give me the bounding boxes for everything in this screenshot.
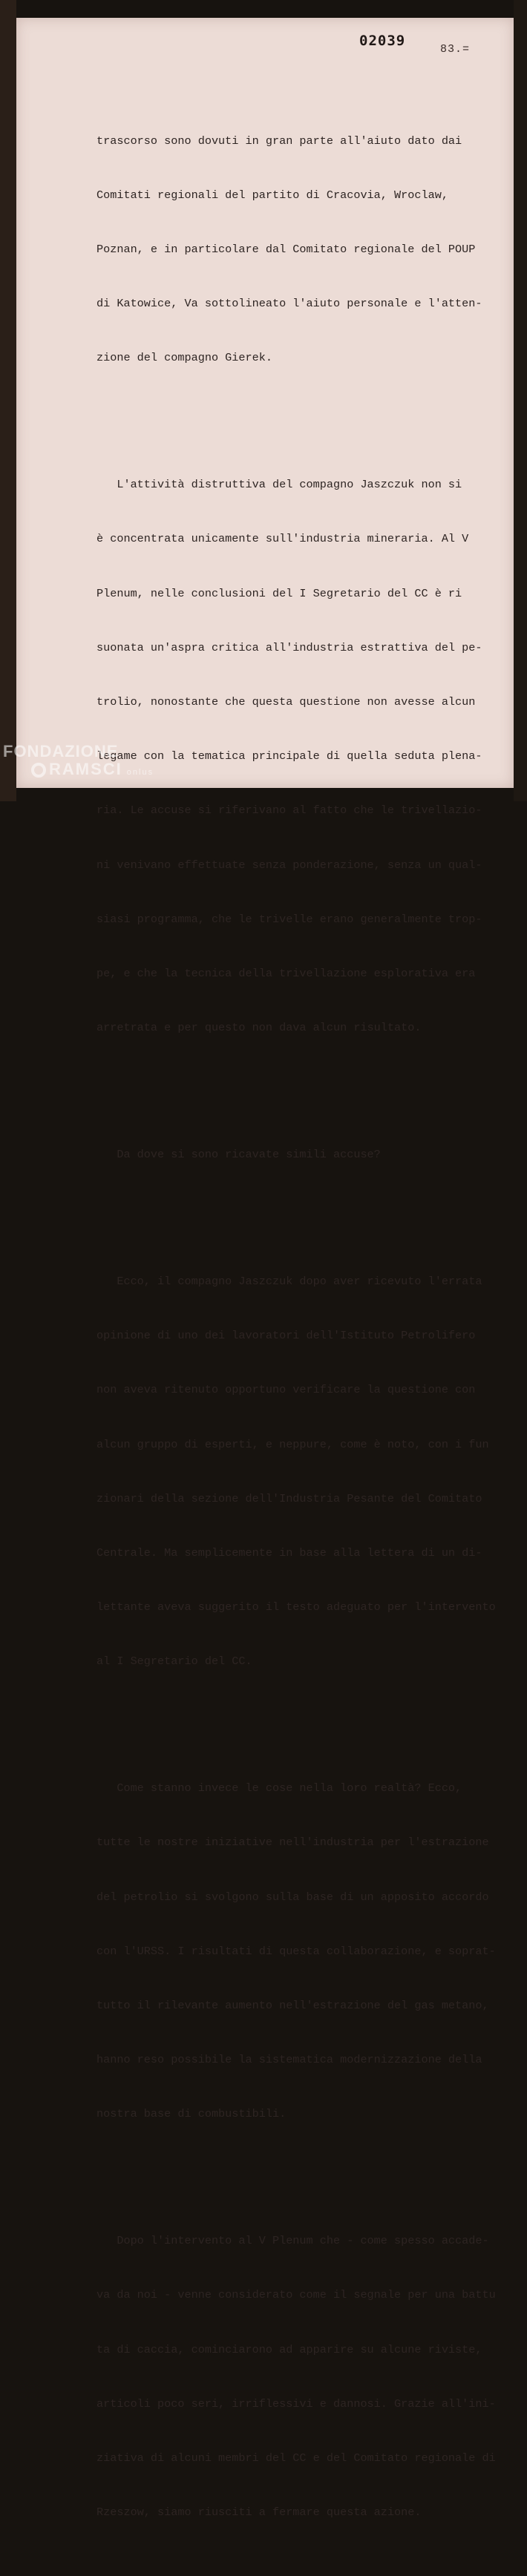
scan-frame-left — [0, 0, 16, 801]
text-line: legame con la tematica principale di quella seduta plena- — [96, 749, 482, 763]
text-line: è concentrata unicamente sull'industria mineraria. Al V — [96, 532, 469, 546]
text-line: Poznan, e in particolare dal Comitato regionale del POUP — [96, 243, 476, 257]
text-line: Dopo l'intervento al V Plenum che - come spesso accade- — [96, 2234, 489, 2248]
text-line: ni venivano effettuate senza ponderazione, senza un qual- — [96, 858, 482, 872]
text-line: zione del compagno Gierek. — [96, 351, 272, 365]
text-line: Plenum, nelle conclusioni del I Segretario del CC è ri — [96, 586, 462, 600]
text-line: Ecco, il compagno Jaszczuk dopo aver ricevuto l'errata — [96, 1274, 482, 1288]
text-line: tutte le nostre iniziative nell'industria per l'estrazione — [96, 1836, 489, 1850]
paragraph — [96, 1236, 496, 1706]
text-line: trolio, nonostante che questa questione non avesse alcun — [96, 695, 476, 709]
watermark-line2-text: RAMSCI — [49, 760, 122, 778]
text-line: tutto il rilevante aumento nell'estrazione del gas metano, — [96, 1999, 489, 2013]
gramsci-g-logo-icon — [31, 763, 46, 778]
text-line: va da noi - venne considerato come il segnale per una battu — [96, 2288, 496, 2302]
watermark-line1: FONDAZIONE — [3, 742, 119, 760]
text-line: opinione di uno dei lavoratori dell'Istituto Petrolifero — [96, 1329, 476, 1343]
text-line: ria. Le accuse si riferivano al fatto che le trivellazio- — [96, 804, 482, 818]
text-line: arretrata e per questo non dava alcun risultato. — [96, 1021, 422, 1035]
text-line: di Katowice, Va sottolineato l'aiuto personale e l'atten- — [96, 297, 482, 311]
text-line: suonata un'aspra critica all'industria estrattiva del pe- — [96, 640, 482, 654]
text-line: zionari della sezione dell'Industria Pesante del Comitato — [96, 1491, 482, 1505]
text-line: lettante aveva suggerito il testo adeguato per l'intervento — [96, 1600, 496, 1614]
text-line: Comitati regionali del partito di Cracovia, Wroclaw, — [96, 188, 448, 202]
paragraph — [96, 1743, 496, 2159]
fondazione-gramsci-watermark — [3, 742, 154, 779]
scan-frame-right — [514, 0, 527, 801]
text-line: Come stanno invece le cose nella loro realtà? Ecco, — [96, 1781, 462, 1795]
text-line: L'attività distruttiva del compagno Jaszczuk non si — [96, 478, 462, 492]
text-line: articoli poco seri, irriflessivi e dannosi. Grazie all'ini- — [96, 2396, 496, 2411]
text-line: alcun gruppo di esperti, e neppure, come è noto, con i fun — [96, 1437, 489, 1451]
text-line: hanno reso possibile la sistematica modernizzazione della — [96, 2053, 482, 2067]
paragraph — [96, 1109, 468, 1200]
text-line: Centrale. Ma semplicemente in base alla lettera di un di- — [96, 1545, 482, 1560]
paragraph — [96, 2195, 496, 2557]
archive-number: 02039 — [359, 33, 406, 49]
text-line: con l'URSS. I risultati di questa collaborazione, e soprat- — [96, 1944, 496, 1958]
text-line: Rzeszow, siamo riusciti a fermare questa azione. — [96, 2506, 422, 2520]
text-line: ta di caccia, cominciarono ad apparire su alcune riviste, — [96, 2342, 482, 2356]
text-line: siasi programma, che le trivelle erano generalmente trop- — [96, 912, 482, 926]
text-line: ziativa di alcuni membri del CC e del Comitato regionale di — [96, 2451, 496, 2465]
paragraph — [96, 96, 482, 404]
text-line: del petrolio si svolgono sulla base di un apposito accordo — [96, 1890, 489, 1904]
typed-body-text — [96, 59, 496, 2576]
text-line: trascorso sono dovuti in gran parte all'aiuto dato dai — [96, 134, 462, 148]
text-line: Da dove si sono ricavate simili accuse? — [96, 1148, 381, 1162]
text-line: al I Segretario del CC. — [96, 1655, 252, 1669]
watermark-line2 — [31, 760, 154, 779]
text-line: non aveva ritenuto opportuno verificare la questione con — [96, 1383, 476, 1397]
text-line: nostra base di combustibili. — [96, 2107, 287, 2121]
page-number: 83.= — [440, 43, 471, 56]
watermark-suffix: onlus — [126, 768, 154, 777]
text-line: pe, e che la tecnica della trivellazione esplorativa era — [96, 967, 476, 981]
